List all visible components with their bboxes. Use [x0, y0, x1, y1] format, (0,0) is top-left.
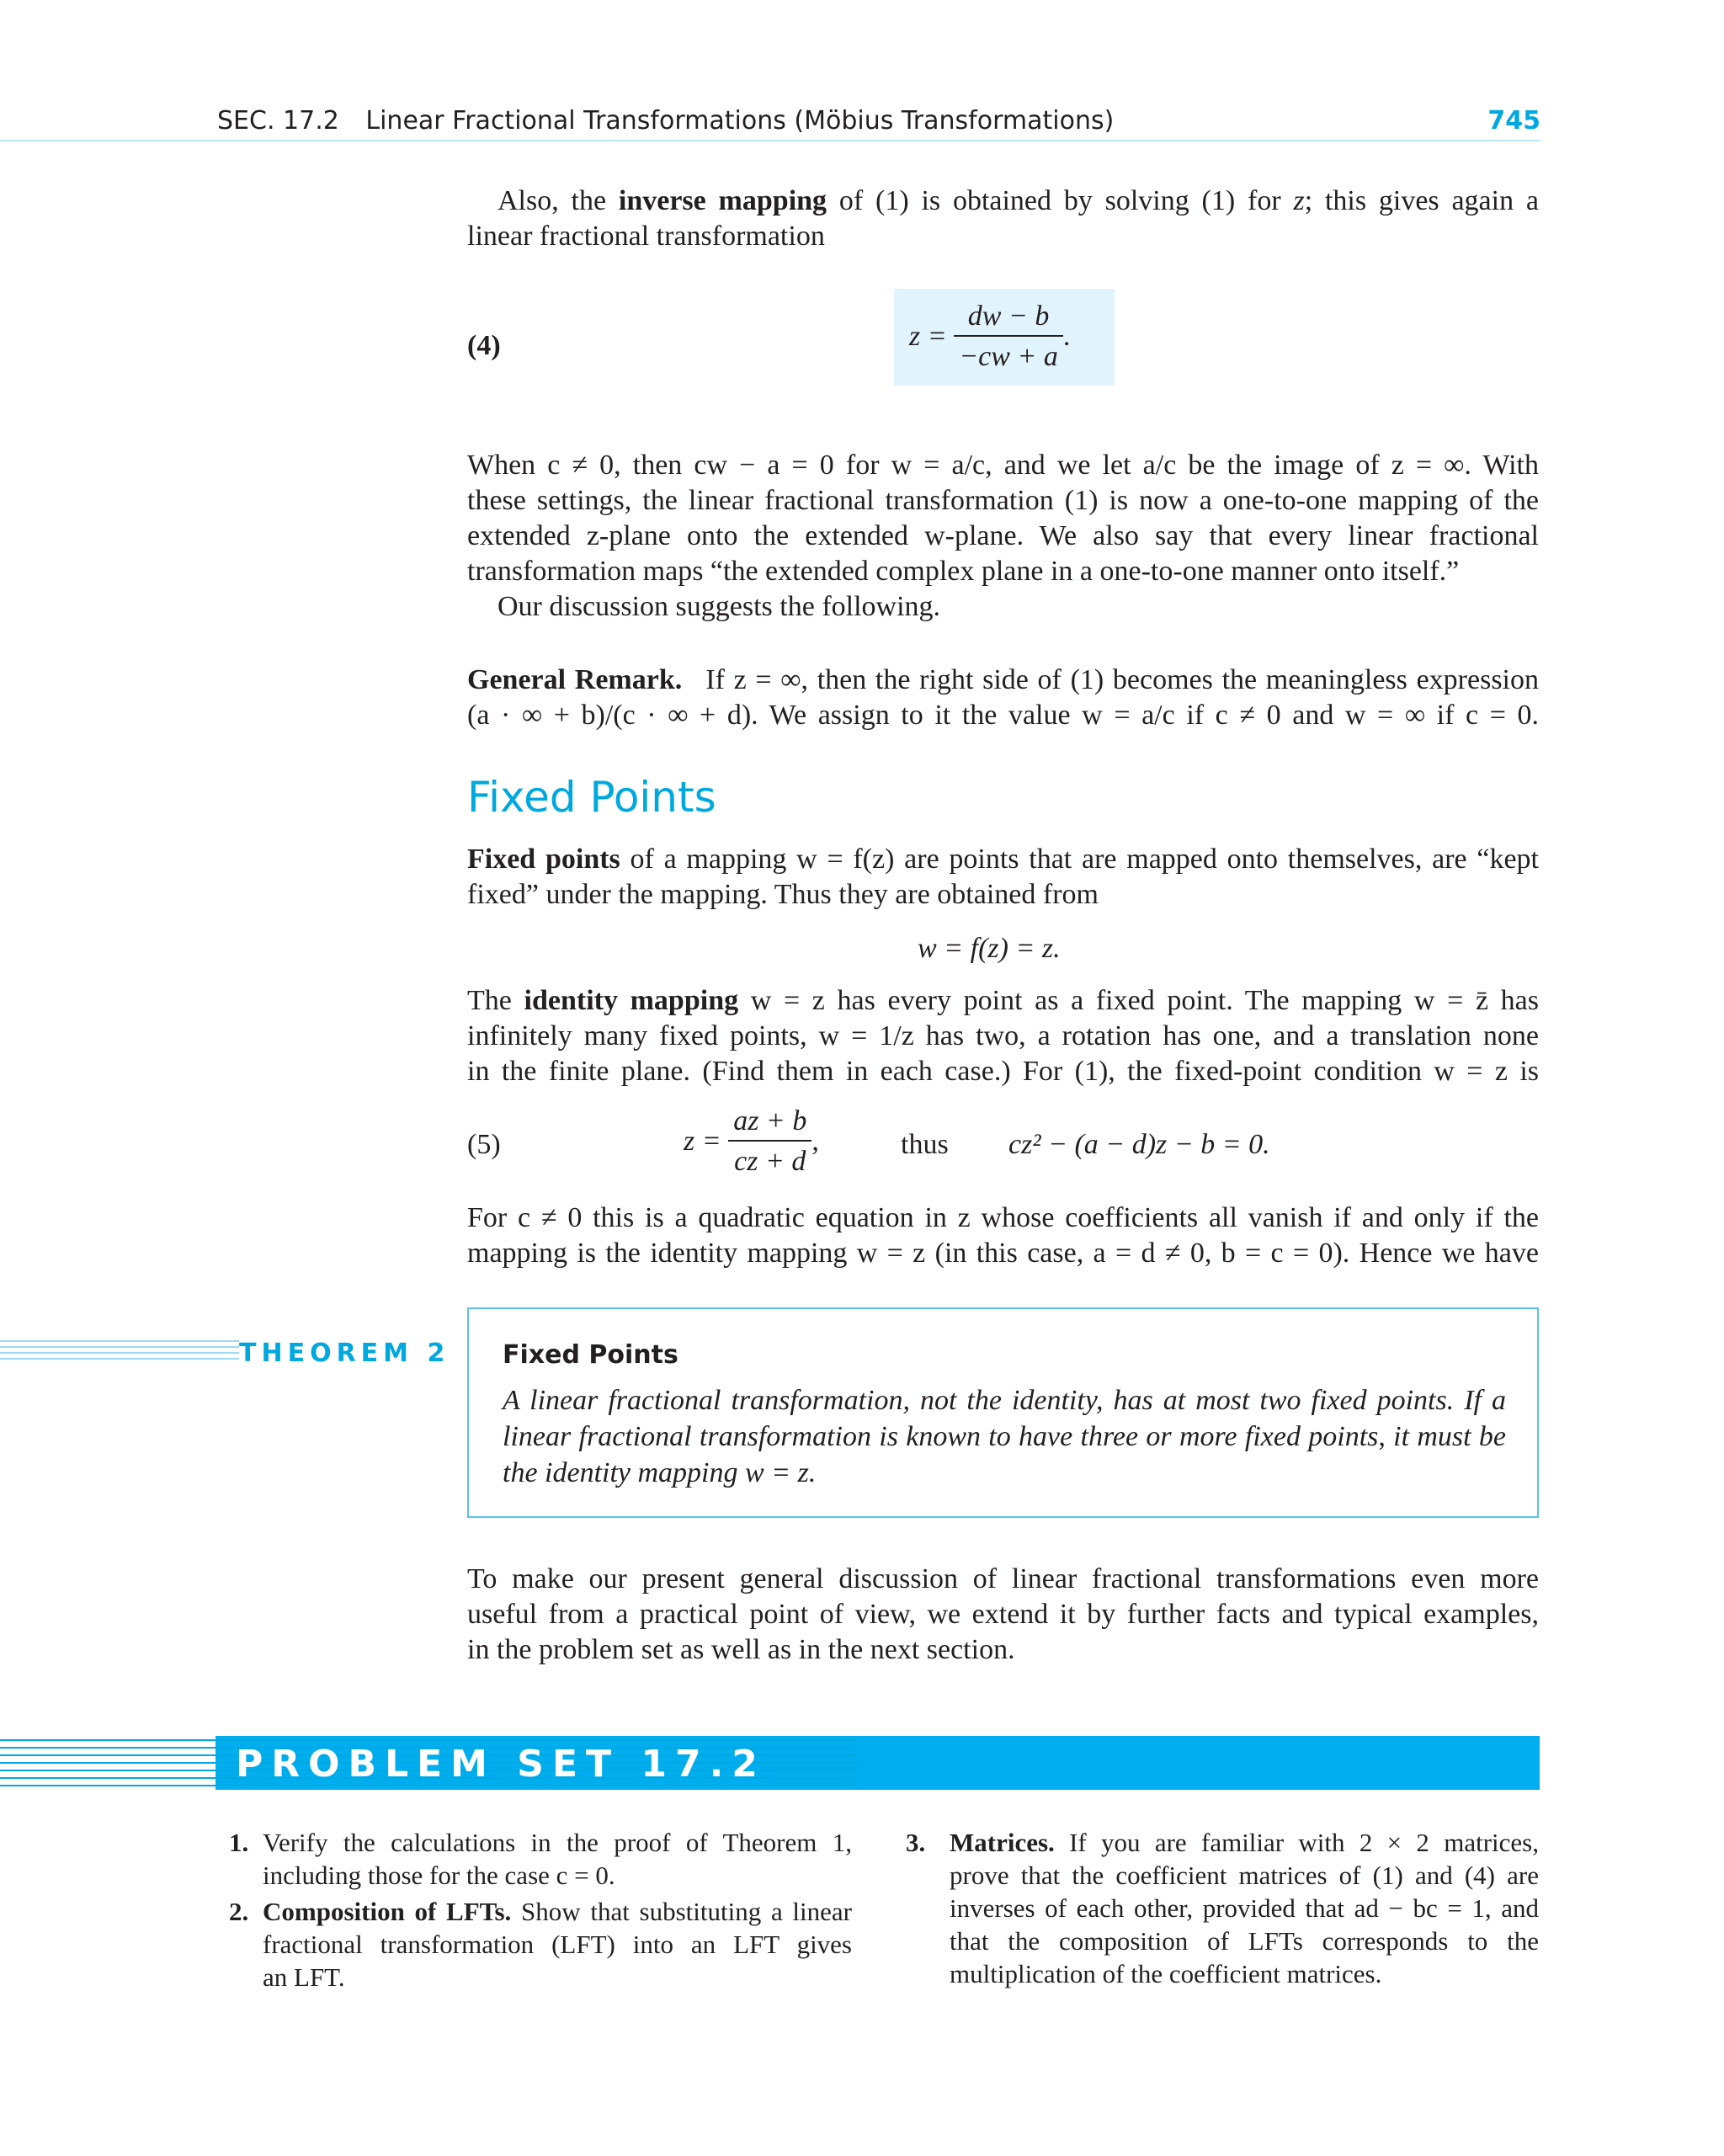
paragraph-for: For c ≠ 0 this is a quadratic equation in z whose coefficients all vanish if and only if the mapping is the identity mapping w = z (in this case, a = d ≠ 0, b = c = 0). Hence we have: [467, 1202, 1539, 1269]
general-remark: General Remark. If z = ∞, then the right side of (1) becomes the meaningless expression (a · ∞ + b)/(c · ∞ + d). We assign to it the value w = a/c if c ≠ 0 and w = ∞ if c = 0.: [467, 664, 1539, 731]
equation-5-fraction: [728, 1105, 811, 1179]
equation-5: z = $\frac{az + b}{cz + d}$ ,: [684, 1105, 819, 1177]
problem-3: 3. Matrices. If you are familiar with 2 × 2 matrices, prove that the coefficient matrices of (1) and (4) are inverses of each other, provided that ad − bc = 1, and that the composition of LFTs corresponds to the multiplication of the coefficient matrices.: [906, 1828, 1539, 1988]
equation-5-quadratic: cz² − (a − d)z − b = 0.: [1008, 1129, 1270, 1160]
identity-mapping-paragraph: The identity mapping w = z has every point as a fixed point. The mapping w = z̄ has infinitely many fixed points, w = 1/z has two, a rotation has one, and a translation none in the finite plane. (Find them in each case.) For (1), the fixed-point condition w = z is: [467, 985, 1540, 1087]
equation-5-thus: thus: [901, 1129, 949, 1160]
section-number: SEC. 17.2: [217, 106, 339, 136]
general-remark-label: General Remark.: [467, 664, 683, 695]
equation-5-numerator: az + b: [728, 1105, 811, 1142]
theorem-title: Fixed Points: [503, 1340, 678, 1370]
equation-4-fraction: [954, 300, 1063, 374]
intro-line-1: Also, the inverse mapping of (1) is obtained by solving (1) for z; this gives again a: [498, 185, 1539, 216]
header-rule: [0, 140, 1540, 141]
equation-5-number: (5): [467, 1129, 501, 1160]
equation-4-numerator: dw − b: [954, 300, 1063, 337]
section-title: Linear Fractional Transformations (Möbius Transformations): [365, 106, 1115, 136]
problem-2: 2. Composition of LFTs. Show that substituting a linear fractional transformation (LFT) into an LFT gives an LFT.: [229, 1897, 852, 1992]
problem-3-number: 3.: [906, 1828, 926, 1857]
equation-4-number: (4): [467, 330, 501, 361]
closing-paragraph: To make our present general discussion of linear fractional transformations even more useful from a practical point of view, we extend it by further facts and typical examples, in the problem set as well as in the next section.: [467, 1563, 1539, 1665]
theorem-label: THEOREM 2: [239, 1339, 453, 1368]
heading-fixed-points: Fixed Points: [467, 773, 716, 822]
problem-2-number: 2.: [229, 1897, 249, 1926]
problem-1-number: 1.: [229, 1828, 249, 1857]
paragraph-when: When c ≠ 0, then cw − a = 0 for w = a/c, and we let a/c be the image of z = ∞. With these settings, the linear fractional transformation (1) is now a one-to-one mapping of the extended z-plane onto the extended w-plane. We also say that every linear fractional transformation maps “the extended complex plane in a one-to-one manner onto itself.” Our discussion suggests the following.: [467, 450, 1539, 622]
theorem-statement: A linear fractional transformation, not the identity, has at most two fixed points. If a linear fractional transformation is known to have three or more fixed points, it must be the identity mapping w = z.: [503, 1385, 1506, 1488]
fixed-points-paragraph: Fixed points of a mapping w = f(z) are points that are mapped onto themselves, are “kept fixed” under the mapping. Thus they are obtained from: [467, 844, 1539, 910]
problem-2-title: Composition of LFTs.: [263, 1897, 512, 1926]
fixed-point-equation: w = f(z) = z.: [918, 933, 1061, 964]
term-fixed-points: Fixed points: [467, 844, 620, 875]
equation-4-denominator: −cw + a: [959, 341, 1058, 372]
term-identity-mapping: identity mapping: [524, 985, 739, 1016]
term-inverse-mapping: inverse mapping: [618, 185, 827, 216]
equation-5-denominator: cz + d: [734, 1146, 806, 1177]
problem-set-title: PROBLEM SET 17.2: [236, 1743, 766, 1786]
page-number: 745: [1487, 106, 1540, 136]
running-header: [217, 106, 1114, 136]
equation-4: z = $\frac{dw - b}{-cw + a}$ .: [909, 301, 1071, 372]
intro-line-2: linear fractional transformation: [467, 221, 825, 252]
problem-1: 1. Verify the calculations in the proof of Theorem 1, including those for the case c = 0.: [229, 1828, 852, 1890]
problem-3-title: Matrices.: [950, 1828, 1055, 1857]
